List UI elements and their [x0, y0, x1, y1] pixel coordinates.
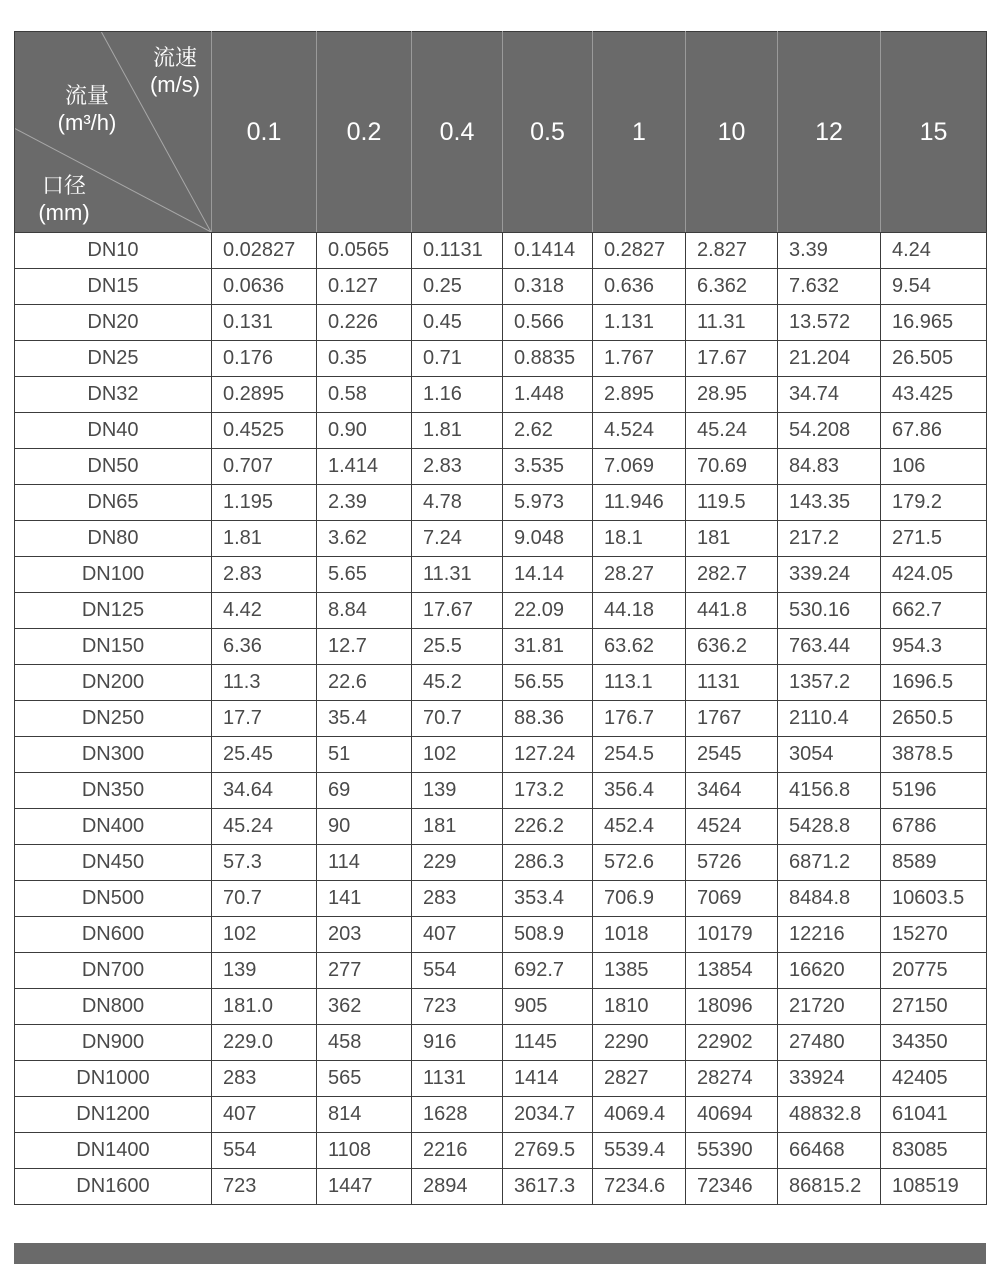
flow-value-cell: 0.707	[212, 449, 317, 485]
flow-value-cell: 4069.4	[593, 1097, 686, 1133]
flow-value-cell: 10179	[686, 917, 778, 953]
flow-value-cell: 22902	[686, 1025, 778, 1061]
flow-value-cell: 814	[317, 1097, 412, 1133]
corner-header-cell	[15, 32, 212, 233]
flow-value-cell: 1131	[686, 665, 778, 701]
flow-value-cell: 119.5	[686, 485, 778, 521]
flow-value-cell: 84.83	[778, 449, 881, 485]
table-row	[15, 269, 987, 305]
flow-value-cell: 173.2	[503, 773, 593, 809]
flow-value-cell: 0.02827	[212, 233, 317, 269]
flow-value-cell: 5.973	[503, 485, 593, 521]
table-row	[15, 953, 987, 989]
diameter-cell: DN200	[15, 665, 212, 701]
diameter-cell: DN25	[15, 341, 212, 377]
flow-value-cell: 25.5	[412, 629, 503, 665]
flow-value-cell: 5428.8	[778, 809, 881, 845]
flow-value-cell: 229.0	[212, 1025, 317, 1061]
flow-value-cell: 283	[412, 881, 503, 917]
diameter-cell: DN50	[15, 449, 212, 485]
flow-value-cell: 18096	[686, 989, 778, 1025]
flow-value-cell: 45.24	[686, 413, 778, 449]
flow-value-cell: 7069	[686, 881, 778, 917]
flow-value-cell: 1810	[593, 989, 686, 1025]
flow-value-cell: 176.7	[593, 701, 686, 737]
table-row	[15, 557, 987, 593]
flow-value-cell: 12.7	[317, 629, 412, 665]
diameter-axis-label	[25, 172, 103, 226]
flow-value-cell: 27480	[778, 1025, 881, 1061]
table-row	[15, 305, 987, 341]
flow-value-cell: 1.81	[212, 521, 317, 557]
velocity-unit-text: (m/s)	[149, 72, 201, 97]
velocity-axis-label	[133, 44, 212, 98]
flow-value-cell: 90	[317, 809, 412, 845]
flow-value-cell: 9.048	[503, 521, 593, 557]
velocity-header-15: 15	[881, 32, 987, 233]
flow-value-cell: 34350	[881, 1025, 987, 1061]
velocity-label-text: 流速	[152, 45, 197, 70]
flow-value-cell: 8484.8	[778, 881, 881, 917]
flow-value-cell: 0.226	[317, 305, 412, 341]
flow-value-cell: 282.7	[686, 557, 778, 593]
flow-value-cell: 10603.5	[881, 881, 987, 917]
flow-value-cell: 2290	[593, 1025, 686, 1061]
flow-value-cell: 0.25	[412, 269, 503, 305]
diameter-cell: DN15	[15, 269, 212, 305]
flow-value-cell: 1.131	[593, 305, 686, 341]
flow-value-cell: 4.78	[412, 485, 503, 521]
flow-value-cell: 4524	[686, 809, 778, 845]
velocity-header-0.2: 0.2	[317, 32, 412, 233]
flow-value-cell: 1414	[503, 1061, 593, 1097]
table-row	[15, 845, 987, 881]
diameter-cell: DN20	[15, 305, 212, 341]
diameter-cell: DN700	[15, 953, 212, 989]
flow-value-cell: 2.62	[503, 413, 593, 449]
table-row	[15, 593, 987, 629]
flow-value-cell: 2034.7	[503, 1097, 593, 1133]
flow-value-cell: 0.318	[503, 269, 593, 305]
flow-value-cell: 554	[412, 953, 503, 989]
flow-value-cell: 1447	[317, 1169, 412, 1205]
diameter-cell: DN40	[15, 413, 212, 449]
flow-value-cell: 45.2	[412, 665, 503, 701]
flow-value-cell: 6786	[881, 809, 987, 845]
flow-value-cell: 28274	[686, 1061, 778, 1097]
flow-value-cell: 33924	[778, 1061, 881, 1097]
flow-value-cell: 0.2827	[593, 233, 686, 269]
flow-value-cell: 22.6	[317, 665, 412, 701]
flow-unit-text: (m³/h)	[57, 110, 117, 135]
flow-value-cell: 6.362	[686, 269, 778, 305]
table-row	[15, 449, 987, 485]
flow-value-cell: 13854	[686, 953, 778, 989]
flow-value-cell: 139	[412, 773, 503, 809]
table-row	[15, 413, 987, 449]
flow-value-cell: 0.566	[503, 305, 593, 341]
flow-value-cell: 905	[503, 989, 593, 1025]
flow-value-cell: 11.31	[412, 557, 503, 593]
flow-value-cell: 7.632	[778, 269, 881, 305]
flow-value-cell: 692.7	[503, 953, 593, 989]
flow-value-cell: 127.24	[503, 737, 593, 773]
flow-value-cell: 0.127	[317, 269, 412, 305]
velocity-header-0.1: 0.1	[212, 32, 317, 233]
table-row	[15, 1133, 987, 1169]
flow-value-cell: 48832.8	[778, 1097, 881, 1133]
flow-value-cell: 636.2	[686, 629, 778, 665]
flow-value-cell: 5.65	[317, 557, 412, 593]
flow-value-cell: 143.35	[778, 485, 881, 521]
flow-value-cell: 69	[317, 773, 412, 809]
flow-value-cell: 226.2	[503, 809, 593, 845]
flow-value-cell: 113.1	[593, 665, 686, 701]
flow-value-cell: 1131	[412, 1061, 503, 1097]
table-row	[15, 485, 987, 521]
flow-value-cell: 217.2	[778, 521, 881, 557]
flow-value-cell: 0.35	[317, 341, 412, 377]
flow-value-cell: 63.62	[593, 629, 686, 665]
flow-value-cell: 954.3	[881, 629, 987, 665]
diameter-cell: DN900	[15, 1025, 212, 1061]
flow-value-cell: 8.84	[317, 593, 412, 629]
flow-value-cell: 51	[317, 737, 412, 773]
diameter-cell: DN150	[15, 629, 212, 665]
flow-value-cell: 34.64	[212, 773, 317, 809]
diameter-cell: DN400	[15, 809, 212, 845]
diameter-unit-text: (mm)	[38, 200, 90, 225]
flow-value-cell: 283	[212, 1061, 317, 1097]
flow-value-cell: 271.5	[881, 521, 987, 557]
flow-value-cell: 70.7	[412, 701, 503, 737]
flow-value-cell: 2110.4	[778, 701, 881, 737]
table-row	[15, 737, 987, 773]
flow-value-cell: 70.7	[212, 881, 317, 917]
flow-value-cell: 916	[412, 1025, 503, 1061]
flow-value-cell: 35.4	[317, 701, 412, 737]
table-row	[15, 809, 987, 845]
flow-value-cell: 3054	[778, 737, 881, 773]
flow-value-cell: 56.55	[503, 665, 593, 701]
flow-value-cell: 2216	[412, 1133, 503, 1169]
flow-value-cell: 18.1	[593, 521, 686, 557]
flow-value-cell: 1628	[412, 1097, 503, 1133]
diameter-cell: DN1400	[15, 1133, 212, 1169]
diameter-cell: DN125	[15, 593, 212, 629]
flow-value-cell: 114	[317, 845, 412, 881]
flow-value-cell: 0.58	[317, 377, 412, 413]
flow-value-cell: 554	[212, 1133, 317, 1169]
flow-value-cell: 31.81	[503, 629, 593, 665]
flow-value-cell: 7234.6	[593, 1169, 686, 1205]
flow-value-cell: 88.36	[503, 701, 593, 737]
flow-value-cell: 723	[412, 989, 503, 1025]
flow-value-cell: 424.05	[881, 557, 987, 593]
flow-value-cell: 67.86	[881, 413, 987, 449]
flow-value-cell: 21.204	[778, 341, 881, 377]
diameter-cell: DN100	[15, 557, 212, 593]
velocity-header-10: 10	[686, 32, 778, 233]
flow-value-cell: 28.27	[593, 557, 686, 593]
flow-value-cell: 356.4	[593, 773, 686, 809]
flow-value-cell: 1.195	[212, 485, 317, 521]
diameter-cell: DN80	[15, 521, 212, 557]
flow-value-cell: 54.208	[778, 413, 881, 449]
flow-value-cell: 3878.5	[881, 737, 987, 773]
flow-value-cell: 72346	[686, 1169, 778, 1205]
diameter-cell: DN300	[15, 737, 212, 773]
table-row	[15, 917, 987, 953]
velocity-header-1: 1	[593, 32, 686, 233]
flow-value-cell: 8589	[881, 845, 987, 881]
flow-value-cell: 86815.2	[778, 1169, 881, 1205]
flow-value-cell: 179.2	[881, 485, 987, 521]
flow-value-cell: 277	[317, 953, 412, 989]
flow-value-cell: 2894	[412, 1169, 503, 1205]
flow-value-cell: 6871.2	[778, 845, 881, 881]
diameter-cell: DN10	[15, 233, 212, 269]
flow-value-cell: 25.45	[212, 737, 317, 773]
flow-value-cell: 43.425	[881, 377, 987, 413]
flow-value-cell: 254.5	[593, 737, 686, 773]
flow-value-cell: 102	[212, 917, 317, 953]
flow-value-cell: 2.39	[317, 485, 412, 521]
flow-value-cell: 1.81	[412, 413, 503, 449]
flow-value-cell: 40694	[686, 1097, 778, 1133]
flow-value-cell: 530.16	[778, 593, 881, 629]
flow-value-cell: 141	[317, 881, 412, 917]
flow-value-cell: 66468	[778, 1133, 881, 1169]
diameter-label-text: 口径	[41, 173, 86, 198]
flow-value-cell: 3.535	[503, 449, 593, 485]
flow-value-cell: 17.7	[212, 701, 317, 737]
flow-value-cell: 339.24	[778, 557, 881, 593]
flow-value-cell: 16.965	[881, 305, 987, 341]
diameter-cell: DN600	[15, 917, 212, 953]
table-row	[15, 1061, 987, 1097]
diameter-cell: DN350	[15, 773, 212, 809]
flow-value-cell: 181.0	[212, 989, 317, 1025]
diameter-cell: DN500	[15, 881, 212, 917]
table-row	[15, 1097, 987, 1133]
diameter-cell: DN1200	[15, 1097, 212, 1133]
flow-value-cell: 20775	[881, 953, 987, 989]
diameter-cell: DN800	[15, 989, 212, 1025]
diameter-cell: DN1600	[15, 1169, 212, 1205]
table-row	[15, 773, 987, 809]
flow-value-cell: 0.71	[412, 341, 503, 377]
flow-value-cell: 55390	[686, 1133, 778, 1169]
flow-value-cell: 723	[212, 1169, 317, 1205]
table-row	[15, 665, 987, 701]
flow-value-cell: 108519	[881, 1169, 987, 1205]
flow-value-cell: 22.09	[503, 593, 593, 629]
table-row	[15, 521, 987, 557]
flow-value-cell: 17.67	[686, 341, 778, 377]
flow-value-cell: 11.31	[686, 305, 778, 341]
flow-value-cell: 2.827	[686, 233, 778, 269]
flow-value-cell: 42405	[881, 1061, 987, 1097]
flow-value-cell: 17.67	[412, 593, 503, 629]
flow-value-cell: 458	[317, 1025, 412, 1061]
flow-value-cell: 1.414	[317, 449, 412, 485]
flow-value-cell: 45.24	[212, 809, 317, 845]
flow-value-cell: 6.36	[212, 629, 317, 665]
velocity-header-0.5: 0.5	[503, 32, 593, 233]
table-row	[15, 377, 987, 413]
flow-value-cell: 4.524	[593, 413, 686, 449]
table-row	[15, 233, 987, 269]
flow-value-cell: 61041	[881, 1097, 987, 1133]
flow-value-cell: 229	[412, 845, 503, 881]
table-row	[15, 881, 987, 917]
flow-value-cell: 2.895	[593, 377, 686, 413]
flow-value-cell: 11.946	[593, 485, 686, 521]
flow-rate-table	[14, 31, 987, 1205]
flow-value-cell: 15270	[881, 917, 987, 953]
flow-value-cell: 2650.5	[881, 701, 987, 737]
flow-value-cell: 1018	[593, 917, 686, 953]
flow-value-cell: 286.3	[503, 845, 593, 881]
flow-value-cell: 441.8	[686, 593, 778, 629]
flow-value-cell: 1385	[593, 953, 686, 989]
diameter-cell: DN1000	[15, 1061, 212, 1097]
flow-value-cell: 181	[686, 521, 778, 557]
velocity-header-0.4: 0.4	[412, 32, 503, 233]
flow-value-cell: 0.4525	[212, 413, 317, 449]
flow-value-cell: 0.636	[593, 269, 686, 305]
flow-value-cell: 3617.3	[503, 1169, 593, 1205]
flow-value-cell: 4.42	[212, 593, 317, 629]
flow-value-cell: 139	[212, 953, 317, 989]
flow-value-cell: 0.1131	[412, 233, 503, 269]
flow-value-cell: 5196	[881, 773, 987, 809]
flow-value-cell: 1.448	[503, 377, 593, 413]
flow-value-cell: 181	[412, 809, 503, 845]
flow-value-cell: 1.16	[412, 377, 503, 413]
flow-value-cell: 5539.4	[593, 1133, 686, 1169]
flow-value-cell: 44.18	[593, 593, 686, 629]
flow-value-cell: 11.3	[212, 665, 317, 701]
flow-value-cell: 3.39	[778, 233, 881, 269]
flow-value-cell: 4.24	[881, 233, 987, 269]
flow-value-cell: 2.83	[412, 449, 503, 485]
flow-value-cell: 1767	[686, 701, 778, 737]
velocity-header-12: 12	[778, 32, 881, 233]
flow-value-cell: 14.14	[503, 557, 593, 593]
flow-value-cell: 2827	[593, 1061, 686, 1097]
flow-value-cell: 7.069	[593, 449, 686, 485]
table-body	[15, 233, 987, 1205]
flow-value-cell: 21720	[778, 989, 881, 1025]
flow-value-cell: 7.24	[412, 521, 503, 557]
flow-value-cell: 12216	[778, 917, 881, 953]
flow-axis-label	[43, 82, 131, 136]
flow-value-cell: 9.54	[881, 269, 987, 305]
flow-label-text: 流量	[64, 83, 109, 108]
flow-value-cell: 565	[317, 1061, 412, 1097]
flow-value-cell: 0.0636	[212, 269, 317, 305]
diameter-cell: DN250	[15, 701, 212, 737]
flow-value-cell: 0.176	[212, 341, 317, 377]
flow-value-cell: 70.69	[686, 449, 778, 485]
flow-value-cell: 0.1414	[503, 233, 593, 269]
flow-value-cell: 763.44	[778, 629, 881, 665]
table-row	[15, 989, 987, 1025]
flow-value-cell: 13.572	[778, 305, 881, 341]
flow-value-cell: 3464	[686, 773, 778, 809]
flow-value-cell: 2545	[686, 737, 778, 773]
table-row	[15, 1025, 987, 1061]
flow-value-cell: 407	[412, 917, 503, 953]
table-row	[15, 701, 987, 737]
flow-value-cell: 26.505	[881, 341, 987, 377]
table-row	[15, 1169, 987, 1205]
footer-bar	[14, 1243, 986, 1264]
flow-value-cell: 508.9	[503, 917, 593, 953]
flow-value-cell: 0.2895	[212, 377, 317, 413]
flow-value-cell: 1108	[317, 1133, 412, 1169]
flow-value-cell: 0.8835	[503, 341, 593, 377]
flow-value-cell: 1.767	[593, 341, 686, 377]
flow-value-cell: 0.131	[212, 305, 317, 341]
flow-value-cell: 0.90	[317, 413, 412, 449]
flow-value-cell: 27150	[881, 989, 987, 1025]
flow-value-cell: 407	[212, 1097, 317, 1133]
header-row	[15, 32, 987, 233]
flow-value-cell: 572.6	[593, 845, 686, 881]
table-row	[15, 629, 987, 665]
diameter-cell: DN450	[15, 845, 212, 881]
flow-value-cell: 452.4	[593, 809, 686, 845]
flow-value-cell: 362	[317, 989, 412, 1025]
flow-value-cell: 2769.5	[503, 1133, 593, 1169]
flow-value-cell: 83085	[881, 1133, 987, 1169]
flow-value-cell: 1357.2	[778, 665, 881, 701]
flow-value-cell: 28.95	[686, 377, 778, 413]
flow-value-cell: 662.7	[881, 593, 987, 629]
flow-value-cell: 1696.5	[881, 665, 987, 701]
flow-value-cell: 203	[317, 917, 412, 953]
diameter-cell: DN65	[15, 485, 212, 521]
flow-value-cell: 2.83	[212, 557, 317, 593]
flow-value-cell: 706.9	[593, 881, 686, 917]
flow-value-cell: 3.62	[317, 521, 412, 557]
flow-value-cell: 353.4	[503, 881, 593, 917]
flow-value-cell: 34.74	[778, 377, 881, 413]
flow-value-cell: 0.0565	[317, 233, 412, 269]
flow-value-cell: 0.45	[412, 305, 503, 341]
flow-value-cell: 102	[412, 737, 503, 773]
flow-value-cell: 1145	[503, 1025, 593, 1061]
diameter-cell: DN32	[15, 377, 212, 413]
flow-value-cell: 5726	[686, 845, 778, 881]
flow-value-cell: 4156.8	[778, 773, 881, 809]
flow-value-cell: 106	[881, 449, 987, 485]
flow-value-cell: 57.3	[212, 845, 317, 881]
table-row	[15, 341, 987, 377]
flow-value-cell: 16620	[778, 953, 881, 989]
